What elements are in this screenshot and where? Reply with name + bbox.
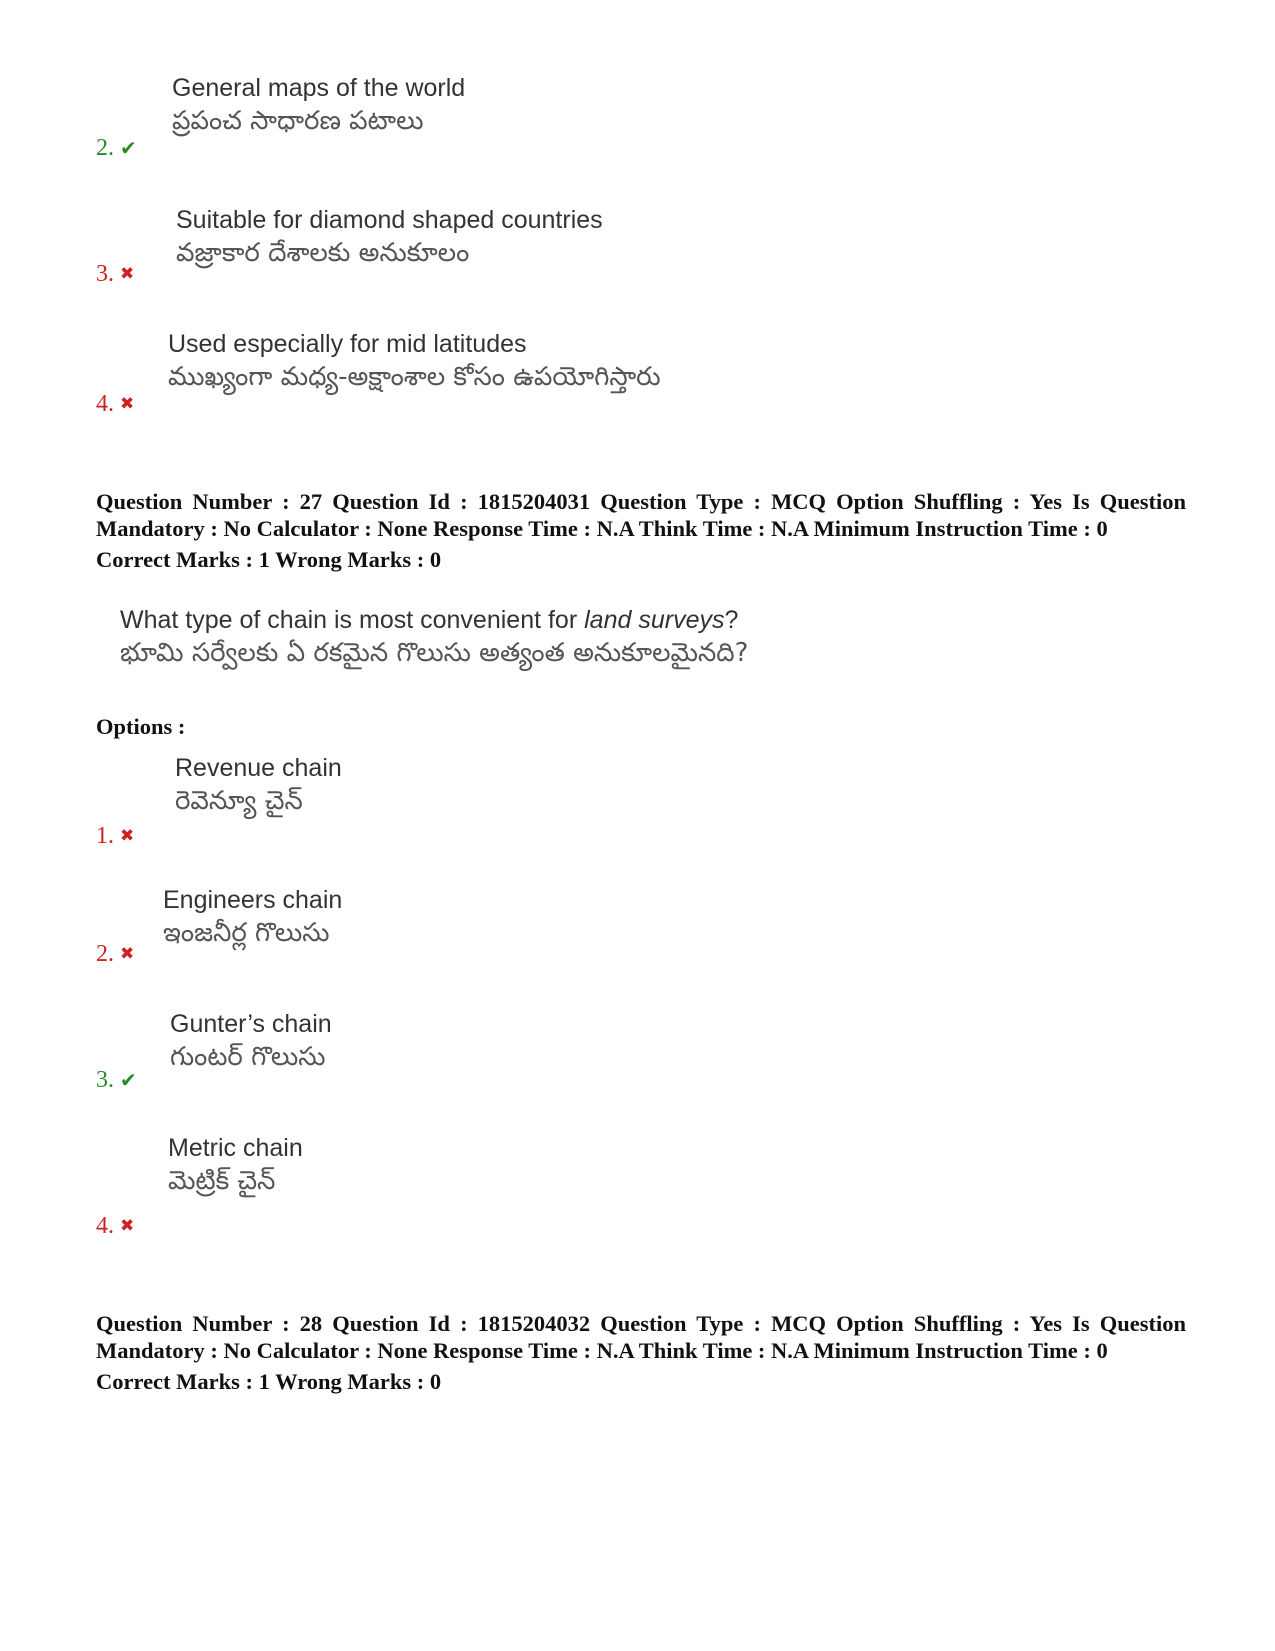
question-marks: Correct Marks : 1 Wrong Marks : 0 bbox=[96, 547, 442, 572]
question-telugu: భూమి సర్వేలకు ఏ రకమైన గొలుసు అత్యంత అనుకూలమైనది? bbox=[120, 638, 749, 668]
option-telugu: ఇంజనీర్ల గొలుసు bbox=[163, 918, 330, 948]
option-english: Revenue chain bbox=[175, 754, 342, 782]
q27-option-4-text bbox=[168, 1132, 303, 1198]
q27-option-3-number: 3. ✔ bbox=[96, 1067, 137, 1093]
prev-option-4-number: 4. ✖ bbox=[96, 391, 135, 417]
question-meta-line: Question Number : 28 Question Id : 1815204032 Question Type : MCQ Option Shuffling : Yes Is Question Mandatory : No Calculator : None Response Time : N.A Think Time : N.A Minimum Instruction Time : 0 bbox=[96, 1311, 1186, 1363]
question-27-text bbox=[120, 604, 748, 670]
question-marks: Correct Marks : 1 Wrong Marks : 0 bbox=[96, 1369, 442, 1394]
option-english: Engineers chain bbox=[163, 886, 343, 914]
question-emphasis: land surveys bbox=[584, 606, 725, 634]
option-telugu: వజ్రాకార దేశాలకు అనుకూలం bbox=[176, 238, 470, 268]
cross-icon: ✖ bbox=[120, 826, 135, 846]
option-english: Used especially for mid latitudes bbox=[168, 330, 527, 358]
prev-option-2-text bbox=[172, 72, 465, 138]
option-english: Suitable for diamond shaped countries bbox=[176, 206, 603, 234]
option-english: General maps of the world bbox=[172, 74, 466, 102]
question-28-meta bbox=[96, 1310, 1186, 1395]
q27-option-3-text bbox=[170, 1008, 332, 1074]
cross-icon: ✖ bbox=[120, 1216, 135, 1236]
cross-icon: ✖ bbox=[120, 944, 135, 964]
option-telugu: ముఖ్యంగా మధ్య-అక్షాంశాల కోసం ఉపయోగిస్తారు bbox=[168, 362, 661, 392]
prev-option-2-number: 2. ✔ bbox=[96, 135, 137, 161]
option-telugu: గుంటర్ గొలుసు bbox=[170, 1042, 326, 1072]
prev-option-3-number: 3. ✖ bbox=[96, 261, 135, 287]
question-english: What type of chain is most convenient for land surveys? bbox=[120, 606, 739, 634]
prev-option-4-text bbox=[168, 328, 661, 394]
checkmark-icon: ✔ bbox=[120, 136, 137, 160]
q27-option-4-number: 4. ✖ bbox=[96, 1213, 135, 1239]
cross-icon: ✖ bbox=[120, 264, 135, 284]
question-meta-line: Question Number : 27 Question Id : 1815204031 Question Type : MCQ Option Shuffling : Yes Is Question Mandatory : No Calculator : None Response Time : N.A Think Time : N.A Minimum Instruction Time : 0 bbox=[96, 489, 1186, 541]
q27-option-1-text bbox=[175, 752, 342, 818]
option-telugu: మెట్రిక్ చైన్ bbox=[168, 1166, 276, 1196]
q27-option-1-number: 1. ✖ bbox=[96, 823, 135, 849]
q27-option-2-text bbox=[163, 884, 342, 950]
option-telugu: రెవెన్యూ చైన్ bbox=[175, 786, 303, 816]
option-english: Metric chain bbox=[168, 1134, 303, 1162]
question-27-meta bbox=[96, 488, 1186, 573]
options-label: Options : bbox=[96, 714, 186, 739]
cross-icon: ✖ bbox=[120, 394, 135, 414]
q27-option-2-number: 2. ✖ bbox=[96, 941, 135, 967]
option-english: Gunter’s chain bbox=[170, 1010, 332, 1038]
prev-option-3-text bbox=[176, 204, 603, 270]
checkmark-icon: ✔ bbox=[120, 1068, 137, 1092]
option-telugu: ప్రపంచ సాధారణ పటాలు bbox=[172, 106, 424, 136]
